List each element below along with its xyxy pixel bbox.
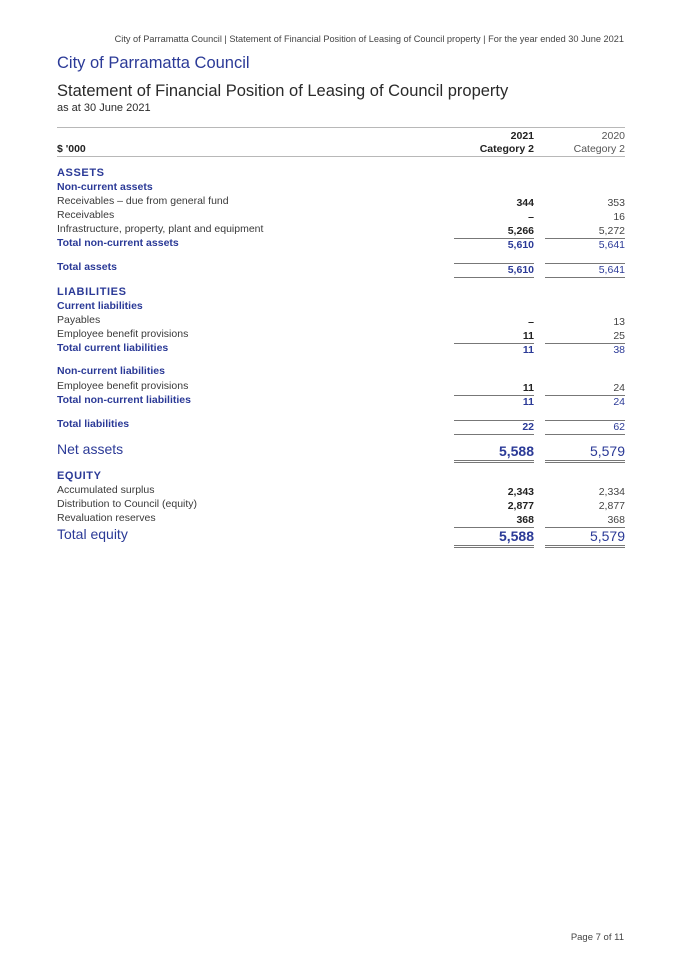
column-category-prior: Category 2	[573, 143, 625, 155]
row-label: Receivables – due from general fund	[57, 195, 229, 207]
value-prior: 5,641	[598, 239, 625, 251]
total-equity-row	[57, 528, 625, 546]
total-non-current-assets-row	[57, 237, 625, 251]
value-prior: 5,579	[545, 528, 625, 548]
non-current-assets-heading	[57, 181, 625, 195]
value-prior: 62	[545, 420, 625, 435]
value-prior: 368	[545, 514, 625, 528]
statement-subtitle: as at 30 June 2021	[57, 102, 151, 114]
subsection-label: Non-current liabilities	[57, 365, 165, 377]
council-name: City of Parramatta Council	[57, 54, 250, 72]
row-label: Total assets	[57, 261, 117, 273]
row-label: Accumulated surplus	[57, 484, 155, 496]
value-prior: 25	[545, 330, 625, 344]
value-current: 344	[516, 197, 534, 209]
row-label: Total liabilities	[57, 418, 130, 430]
section-label: EQUITY	[57, 470, 102, 482]
row-label: Total non-current assets	[57, 237, 179, 249]
section-label: ASSETS	[57, 167, 105, 179]
row-label: Net assets	[57, 441, 124, 457]
value-current: –	[528, 211, 534, 223]
value-current: 5,610	[507, 239, 534, 251]
value-prior: 5,579	[545, 443, 625, 463]
value-prior: 13	[613, 316, 625, 328]
value-prior: 5,272	[545, 225, 625, 239]
equity-heading	[57, 470, 625, 484]
row-label: Receivables	[57, 209, 115, 221]
value-prior: 2,334	[598, 486, 625, 498]
column-year-prior: 2020	[601, 130, 625, 142]
value-prior: 2,877	[598, 500, 625, 512]
value-current: 11	[454, 382, 534, 396]
value-current: 11	[454, 330, 534, 344]
value-prior: 24	[545, 382, 625, 396]
page-number: Page 7 of 11	[570, 932, 624, 943]
current-liabilities-heading	[57, 300, 625, 314]
table-row	[57, 209, 625, 223]
row-label: Total equity	[57, 526, 128, 542]
table-row	[57, 512, 625, 526]
value-current: 2,877	[507, 500, 534, 512]
row-label: Revaluation reserves	[57, 512, 156, 524]
value-current: 22	[454, 420, 534, 435]
row-label: Payables	[57, 314, 101, 326]
table-row	[57, 484, 625, 498]
value-current: 11	[522, 344, 534, 356]
row-label: Distribution to Council (equity)	[57, 498, 198, 510]
row-label: Employee benefit provisions	[57, 380, 189, 392]
value-prior: 5,641	[545, 263, 625, 278]
column-year-current: 2021	[510, 130, 534, 142]
table-row	[57, 195, 625, 209]
value-current: 5,610	[454, 263, 534, 278]
table-row	[57, 328, 625, 342]
table-row	[57, 498, 625, 512]
value-prior: 353	[607, 197, 625, 209]
running-header: City of Parramatta Council | Statement of Financial Position of Leasing of Council property | For the year ended 30 June 2021	[114, 34, 624, 44]
unit-label: $ '000	[57, 143, 86, 155]
value-current: 368	[454, 514, 534, 528]
net-assets-row	[57, 443, 625, 461]
table-row	[57, 380, 625, 394]
table-row	[57, 314, 625, 328]
row-label: Total non-current liabilities	[57, 394, 191, 406]
total-liabilities-row	[57, 418, 625, 432]
subsection-label: Non-current assets	[57, 181, 153, 193]
table-row	[57, 223, 625, 237]
value-current: 5,588	[454, 528, 534, 548]
value-prior: 16	[613, 211, 625, 223]
row-label: Employee benefit provisions	[57, 328, 189, 340]
total-assets-row	[57, 261, 625, 275]
total-non-current-liabilities-row	[57, 394, 625, 408]
value-prior: 38	[613, 344, 625, 356]
column-category-current: Category 2	[479, 143, 534, 155]
assets-heading	[57, 167, 625, 181]
value-current: 11	[522, 396, 534, 408]
value-current: –	[528, 316, 534, 328]
row-label: Total current liabilities	[57, 342, 169, 354]
liabilities-heading	[57, 286, 625, 300]
section-label: LIABILITIES	[57, 286, 127, 298]
value-prior: 24	[613, 396, 625, 408]
value-current: 5,266	[454, 225, 534, 239]
total-current-liabilities-row	[57, 342, 625, 356]
non-current-liabilities-heading	[57, 365, 625, 379]
value-current: 2,343	[507, 486, 534, 498]
column-header	[57, 127, 625, 157]
subsection-label: Current liabilities	[57, 300, 143, 312]
statement-title: Statement of Financial Position of Leasing of Council property	[57, 82, 509, 100]
row-label: Infrastructure, property, plant and equipment	[57, 223, 264, 235]
value-current: 5,588	[454, 443, 534, 463]
